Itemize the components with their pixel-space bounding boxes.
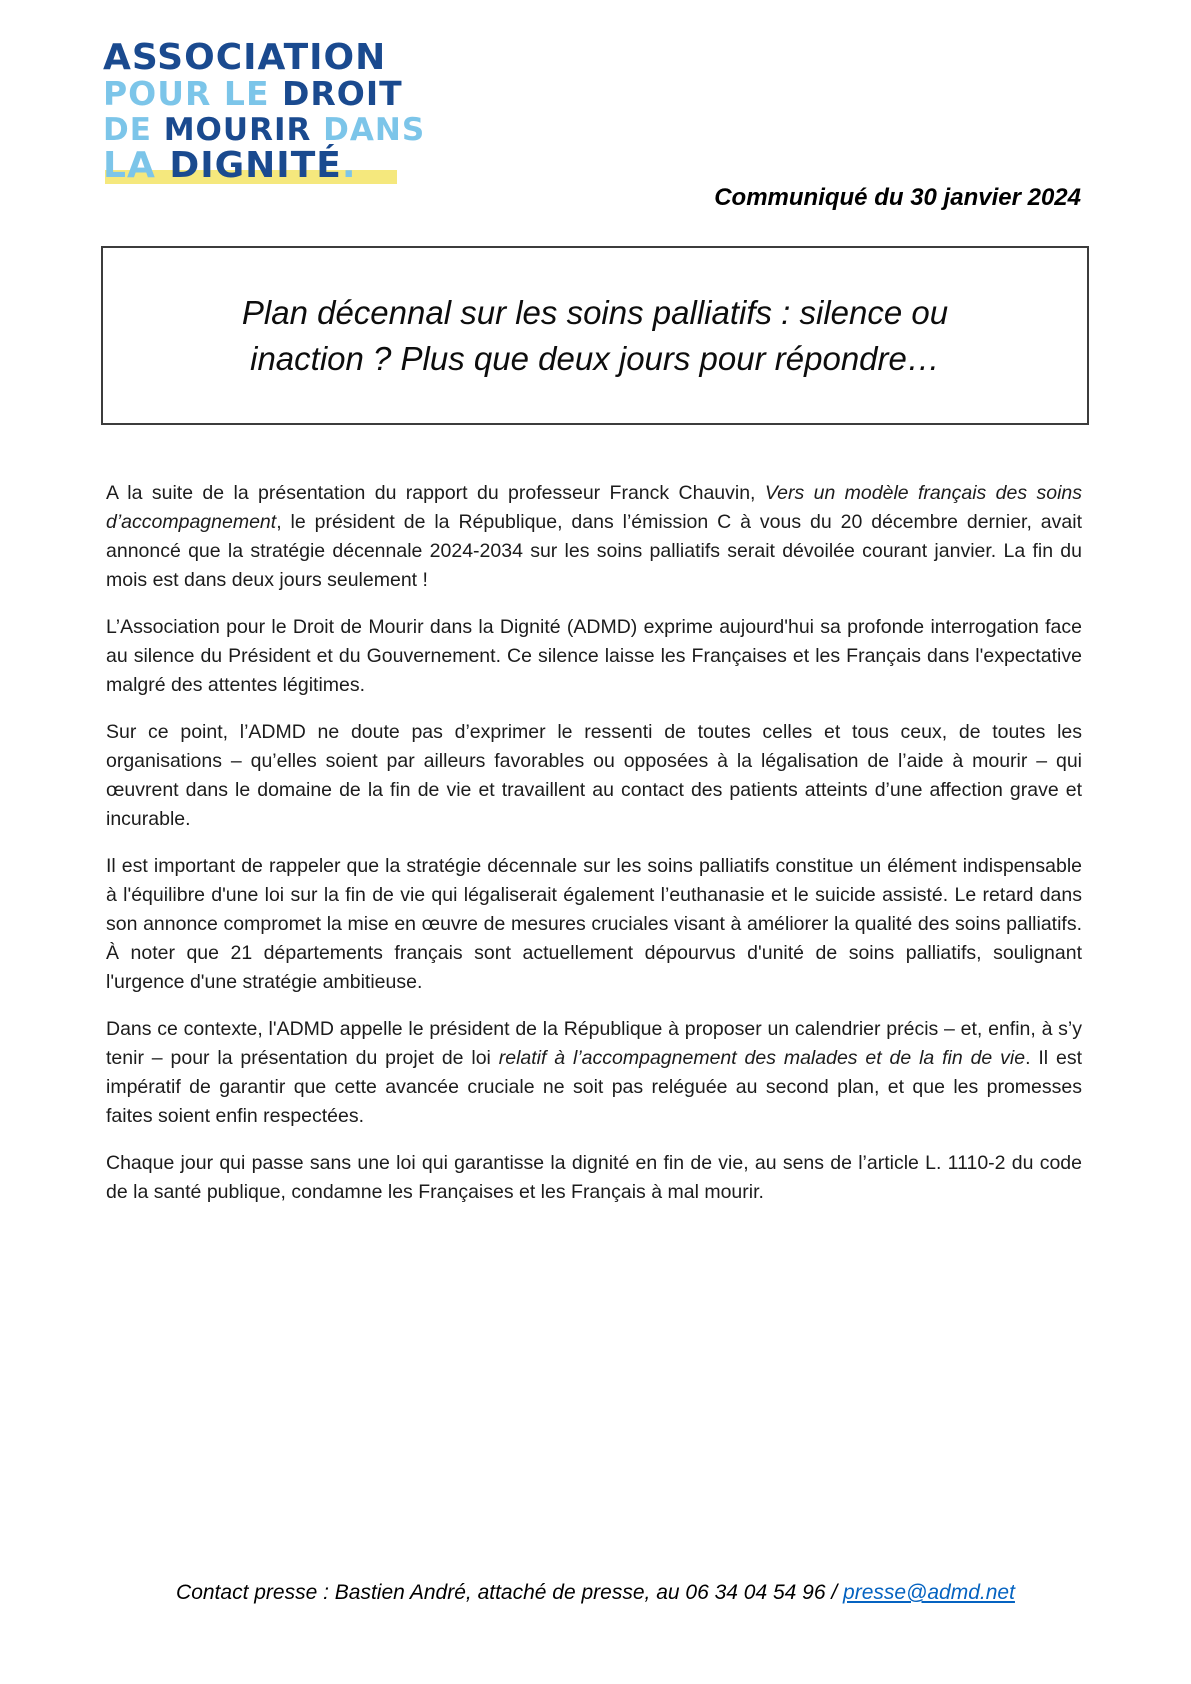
paragraph: Il est important de rappeler que la stratégie décennale sur les soins palliatifs constitue un élément indispensable à l'équilibre d'une loi sur la fin de vie qui légaliserait également l’euthanasie et le suicide assisté. Le retard dans son annonce compromet la mise en œuvre de mesures cruciales visant à améliorer la qualité des soins palliatifs. À noter que 21 départements français sont actuellement dépourvus d'unité de soins palliatifs, soulignant l'urgence d'une stratégie ambitieuse. <box>106 855 1082 993</box>
logo-line <box>103 145 425 186</box>
paragraph: A la suite de la présentation du rapport du professeur Franck Chauvin, Vers un modèle français des soins d’accompagnement, le président de la République, dans l’émission C à vous du 20 décembre dernier, avait annoncé que la stratégie décennale 2024-2034 sur les soins palliatifs serait dévoilée courant janvier. La fin du mois est dans deux jours seulement ! <box>106 482 1082 591</box>
paragraph: Sur ce point, l’ADMD ne doute pas d’exprimer le ressenti de toutes celles et tous ceux, de toutes les organisations – qu’elles soient par ailleurs favorables ou opposées à la légalisation de l’aide à mourir – qui œuvrent dans le domaine de la fin de vie et travaillent au contact des patients atteints d’une affection grave et incurable. <box>106 721 1082 830</box>
logo-line <box>103 76 425 112</box>
logo-line <box>103 112 425 148</box>
logo-word: DANS <box>323 112 426 148</box>
logo-word: DROIT <box>282 74 403 113</box>
logo-word: LA <box>103 145 170 186</box>
footer-email-link[interactable]: presse@admd.net <box>843 1581 1015 1604</box>
footer-contact <box>0 1581 1191 1605</box>
title-line-2: inaction ? Plus que deux jours pour répondre… <box>250 339 940 377</box>
logo-word: POUR LE <box>103 74 282 113</box>
title-line-1: Plan décennal sur les soins palliatifs : silence ou <box>241 293 949 331</box>
logo-word: DIGNITÉ <box>169 145 342 186</box>
logo-word: . <box>341 145 357 186</box>
logo-line <box>103 37 425 78</box>
logo-word: DE <box>103 112 164 148</box>
footer-contact-text: Contact presse : Bastien André, attaché de presse, au 06 34 04 54 96 / <box>176 1581 844 1604</box>
logo-word: MOURIR <box>163 112 324 148</box>
paragraph: Chaque jour qui passe sans une loi qui garantisse la dignité en fin de vie, au sens de l’article L. 1110-2 du code de la santé publique, condamne les Françaises et les Français à mal mourir. <box>106 1152 1082 1203</box>
paragraph: L’Association pour le Droit de Mourir dans la Dignité (ADMD) exprime aujourd'hui sa profonde interrogation face au silence du Président et du Gouvernement. Ce silence laisse les Françaises et les Français dans l'expectative malgré des attentes légitimes. <box>106 616 1082 696</box>
body-paragraphs <box>106 479 1082 1225</box>
communique-date: Communiqué du 30 janvier 2024 <box>714 184 1081 211</box>
title-box <box>101 246 1089 425</box>
logo-word: ASSOCIATION <box>103 37 387 78</box>
admd-logo <box>103 37 426 186</box>
paragraph: Dans ce contexte, l'ADMD appelle le président de la République à proposer un calendrier précis – et, enfin, à s’y tenir – pour la présentation du projet de loi relatif à l’accompagnement des malades et de la fin de vie. Il est impératif de garantir que cette avancée cruciale ne soit pas reléguée au second plan, et que les promesses faites soient enfin respectées. <box>106 1018 1082 1127</box>
